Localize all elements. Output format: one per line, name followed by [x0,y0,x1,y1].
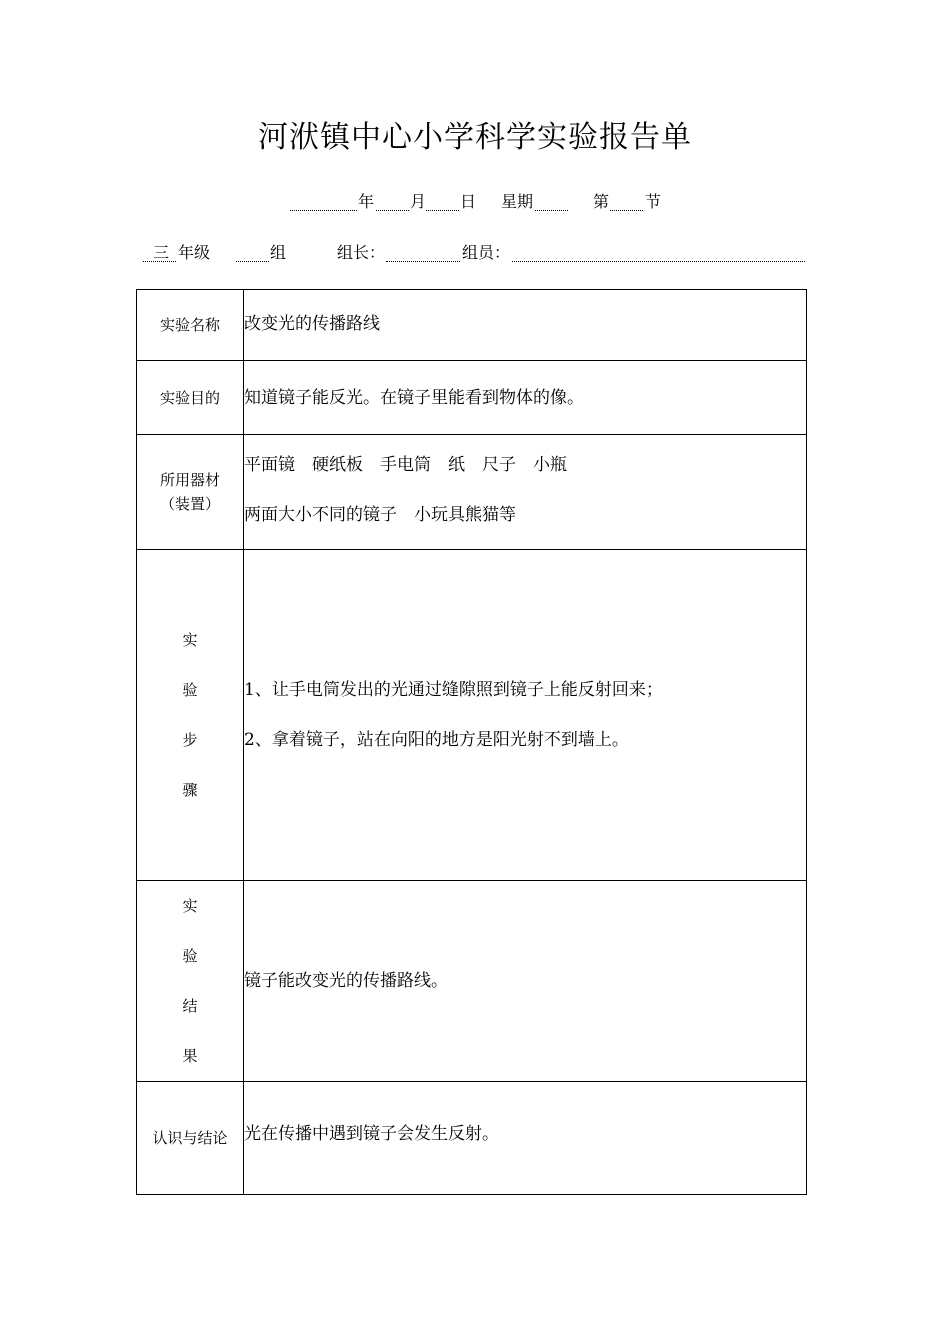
steps-line-1: 1、让手电筒发出的光通过缝隙照到镜子上能反射回来； [244,680,663,700]
conclusion-label: 认识与结论 [137,1082,244,1195]
grade-value: 三 [153,243,170,262]
weekday-blank [535,192,568,211]
members-blank [512,243,805,262]
day-label: 日 [460,192,477,211]
materials-label [137,435,244,550]
result-label-char-3: 结 [182,997,198,1015]
result-value: 镜子能改变光的传播路线。 [244,881,807,1082]
result-label-char-1: 实 [182,897,198,915]
steps-label-char-4: 骤 [182,781,198,799]
table-row-result [137,881,807,1082]
leader-blank [386,243,460,262]
month-blank [376,192,409,211]
steps-label [137,550,244,881]
table-row-purpose [137,361,807,435]
name-value: 改变光的传播路线 [244,290,807,361]
table-row-materials [137,435,807,550]
table-row-steps [137,550,807,881]
page-title: 河洑镇中心小学科学实验报告单 [258,120,692,155]
table-row-conclusion [137,1082,807,1195]
materials-value [244,435,807,550]
purpose-value: 知道镜子能反光。在镜子里能看到物体的像。 [244,361,807,435]
materials-label-line-2: （装置） [159,495,220,513]
result-label [137,881,244,1082]
result-label-char-4: 果 [182,1047,198,1065]
materials-line-1: 平面镜 硬纸板 手电筒 纸 尺子 小瓶 [244,455,567,475]
conclusion-value: 光在传播中遇到镜子会发生反射。 [244,1082,807,1195]
steps-label-char-3: 步 [182,731,198,749]
leader-label: 组长： [337,243,386,262]
year-blank [290,192,357,211]
period-suffix: 节 [645,192,662,211]
materials-label-line-1: 所用器材 [159,471,220,489]
period-blank [610,192,643,211]
result-label-char-2: 验 [182,947,198,965]
steps-line-2: 2、拿着镜子，站在向阳的地方是阳光射不到墙上。 [244,730,629,750]
month-label: 月 [410,192,427,211]
steps-value [244,550,807,881]
members-label: 组员： [462,243,511,262]
period-prefix: 第 [593,192,610,211]
weekday-label: 星期 [501,192,534,211]
report-table [136,289,807,1195]
table-row-name [137,290,807,361]
grade-label: 年级 [178,243,211,262]
group-label: 组 [270,243,287,262]
day-blank [426,192,459,211]
materials-line-2: 两面大小不同的镜子 小玩具熊猫等 [244,505,516,525]
purpose-label: 实验目的 [137,361,244,435]
steps-label-char-1: 实 [182,631,198,649]
group-blank [236,243,269,262]
name-label: 实验名称 [137,290,244,361]
steps-label-char-2: 验 [182,681,198,699]
year-label: 年 [358,192,375,211]
